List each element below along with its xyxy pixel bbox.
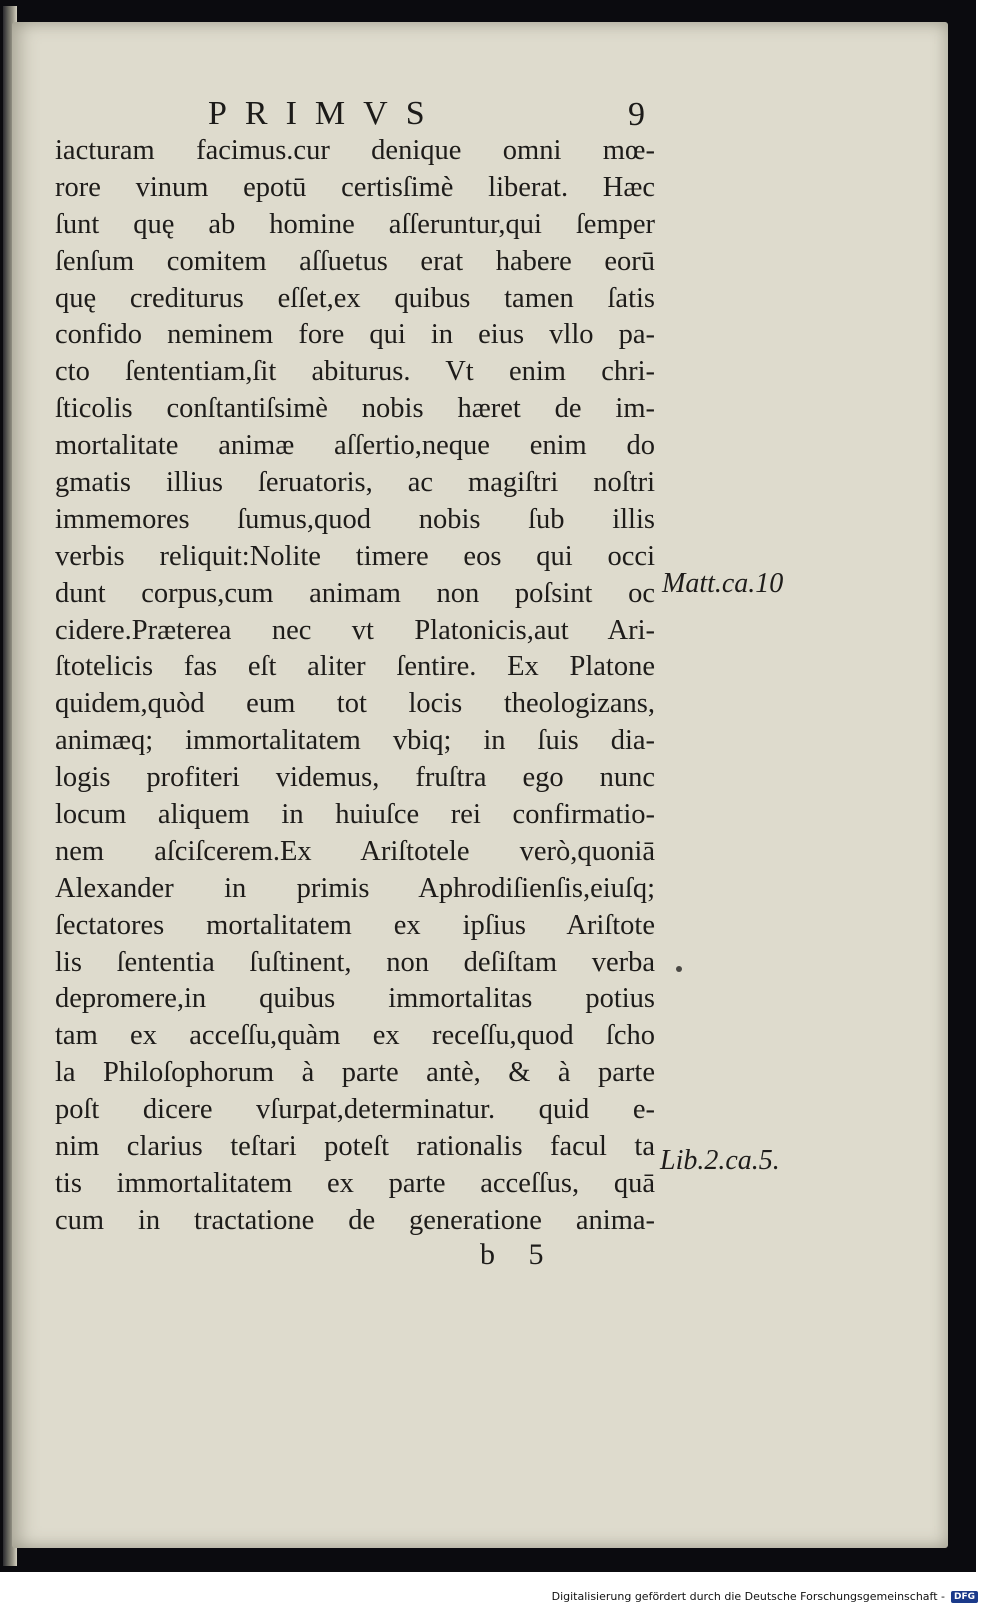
text-line: ſtotelicis fas eſt aliter ſentire. Ex Platone xyxy=(55,651,655,683)
signature-number: 5 xyxy=(528,1238,544,1271)
text-line: nem aſciſcerem.Ex Ariſtotele verò,quoniā xyxy=(55,835,655,867)
text-line: Alexander in primis Aphrodiſienſis,eiuſq; xyxy=(55,872,655,904)
text-line: tam ex acceſſu,quàm ex receſſu,quod ſcho xyxy=(55,1020,655,1052)
signature-letter: b xyxy=(480,1238,495,1271)
text-line: gmatis illius ſeruatoris, ac magiſtri noſtri xyxy=(55,467,655,499)
text-line: quidem,quòd eum tot locis theologizans, xyxy=(55,688,655,720)
text-line: logis profiteri videmus, fruſtra ego nunc xyxy=(55,762,655,794)
ink-dot xyxy=(676,966,682,972)
text-line: cidere.Præterea nec vt Platonicis,aut Ari- xyxy=(55,614,655,646)
text-line: poſt dicere vſurpat,determinatur. quid e- xyxy=(55,1094,655,1126)
text-block xyxy=(55,133,655,1240)
text-line: iacturam facimus.cur denique omni mœ- xyxy=(55,135,655,166)
credit-text: Digitalisierung gefördert durch die Deutsche Forschungsgemeinschaft - xyxy=(551,1590,945,1603)
text-line: quę crediturus eſſet,ex quibus tamen ſatis xyxy=(55,282,655,314)
marginal-note-book-reference: Lib.2.ca.5. xyxy=(660,1145,780,1176)
text-line: ſunt quę ab homine aſſeruntur,qui ſemper xyxy=(55,208,655,240)
text-line: cto ſententiam,ſit abiturus. Vt enim chri- xyxy=(55,356,655,388)
marginal-note-matthew: Matt.ca.10 xyxy=(662,568,784,599)
text-line: ſenſum comitem aſſuetus erat habere eorū xyxy=(55,245,655,277)
text-line: immemores ſumus,quod nobis ſub illis xyxy=(55,503,655,535)
text-line: dunt corpus,cum animam non poſsint oc xyxy=(55,577,655,609)
digitization-credit xyxy=(552,1590,978,1603)
text-line: nim clarius teſtari poteſt rationalis facul ta xyxy=(55,1131,655,1163)
text-line: animæq; immortalitatem vbiq; in ſuis dia- xyxy=(55,725,655,757)
page-number: 9 xyxy=(628,96,645,133)
text-line: rore vinum epotū certisſimè liberat. Hæc xyxy=(55,171,655,203)
text-line: ſticolis conſtantiſsimè nobis hæret de im- xyxy=(55,393,655,425)
text-line: confido neminem fore qui in eius vllo pa- xyxy=(55,319,655,351)
text-line: lis ſententia ſuſtinent, non deſiſtam verba xyxy=(55,946,655,978)
text-line: verbis reliquit:Nolite timere eos qui occi xyxy=(55,540,655,572)
text-line: locum aliquem in huiuſce rei confirmatio- xyxy=(55,799,655,831)
text-line: depromere,in quibus immortalitas potius xyxy=(55,983,655,1015)
text-line: mortalitate animæ aſſertio,neque enim do xyxy=(55,430,655,462)
signature-mark xyxy=(480,1238,544,1272)
dfg-logo: DFG xyxy=(951,1591,978,1603)
running-head: PRIMVS xyxy=(208,95,443,132)
text-line: cum in tractatione de generatione anima- xyxy=(55,1204,655,1236)
text-line: la Philoſophorum à parte antè, & à parte xyxy=(55,1057,655,1089)
text-line: tis immortalitatem ex parte acceſſus, quā xyxy=(55,1167,655,1199)
text-line: ſectatores mortalitatem ex ipſius Ariſtote xyxy=(55,909,655,941)
